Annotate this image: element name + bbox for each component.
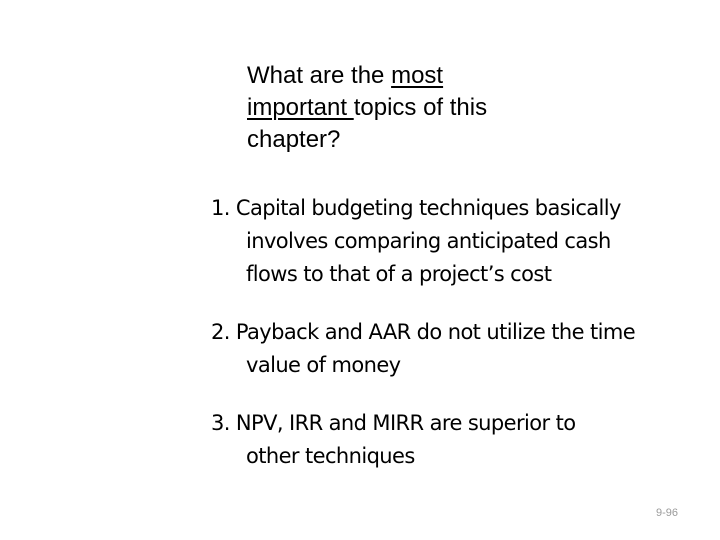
slide-number: 9-96 xyxy=(655,507,678,519)
list-item-3 xyxy=(211,407,575,473)
list-item-3-line-2: other techniques xyxy=(246,444,415,468)
list-item-2-line-2: value of money xyxy=(246,353,401,377)
list-item-2 xyxy=(211,316,635,382)
title-text-start: What are the xyxy=(247,62,392,89)
title-underlined-most: most xyxy=(391,62,444,89)
title-text-end: chapter? xyxy=(247,126,341,153)
title-text-topics: topics of this xyxy=(353,94,488,121)
slide-title xyxy=(247,60,647,156)
list-item-1-line-3: flows to that of a project’s cost xyxy=(246,262,552,286)
list-item-1 xyxy=(211,192,621,291)
title-underlined-important: important xyxy=(247,94,354,121)
list-item-1-line-1: 1. Capital budgeting techniques basically xyxy=(211,196,621,220)
list-item-2-line-1: 2. Payback and AAR do not utilize the time xyxy=(211,320,636,344)
list-item-3-line-1: 3. NPV, IRR and MIRR are superior to xyxy=(211,411,576,435)
list-item-1-line-2: involves comparing anticipated cash xyxy=(246,229,611,253)
